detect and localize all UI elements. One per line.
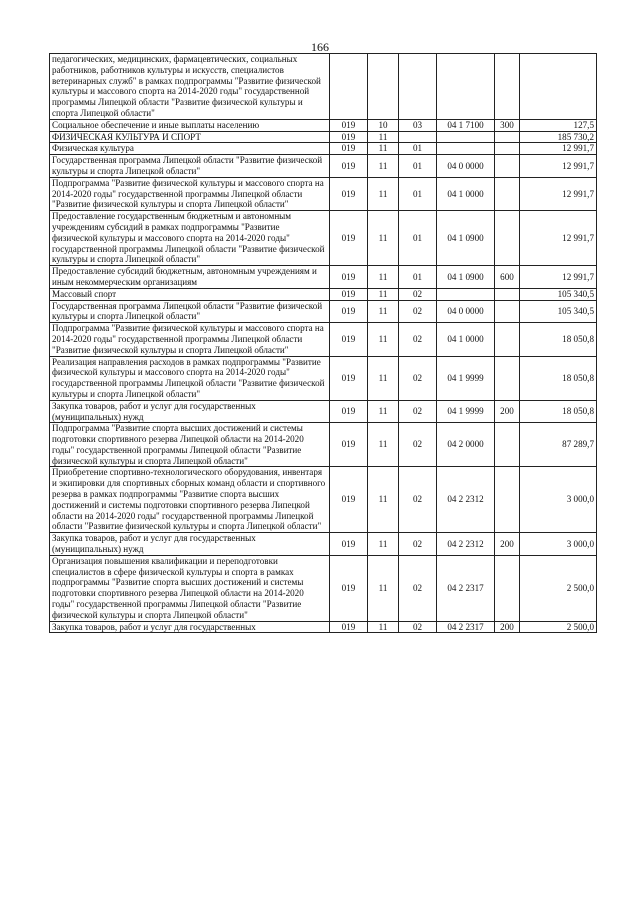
row-expense-type-code [495,288,520,300]
row-name: Закупка товаров, работ и услуг для государственных (муниципальных) нужд [50,400,330,423]
row-name: Массовый спорт [50,288,330,300]
row-section-code: 11 [368,143,399,155]
row-target-article-code: 04 0 0000 [437,155,495,178]
row-target-article-code: 04 1 9999 [437,400,495,423]
row-amount: 3 000,0 [520,467,597,533]
row-subsection-code [399,131,437,143]
row-section-code: 11 [368,131,399,143]
row-amount: 18 050,8 [520,323,597,356]
row-target-article-code: 04 1 0900 [437,211,495,266]
row-expense-type-code: 200 [495,400,520,423]
budget-table-body [50,54,597,633]
table-row [50,266,597,289]
row-name: Физическая культура [50,143,330,155]
row-expense-type-code [495,177,520,210]
row-target-article-code [437,143,495,155]
row-ved-code [330,54,368,120]
row-ved-code: 019 [330,300,368,323]
row-name: Закупка товаров, работ и услуг для государственных [50,621,330,633]
page-number: 166 [311,40,329,54]
table-row [50,119,597,131]
table-row [50,54,597,120]
row-ved-code: 019 [330,533,368,556]
row-subsection-code: 02 [399,621,437,633]
table-row [50,143,597,155]
table-row [50,211,597,266]
row-section-code: 11 [368,400,399,423]
row-ved-code: 019 [330,467,368,533]
row-target-article-code: 04 1 0900 [437,266,495,289]
row-name: Организация повышения квалификации и переподготовки специалистов в сфере физической культуры и спорта в рамках подпрограммы "Развитие спорта высших достижений и системы подготовки спортивного резерва Липецкой области на 2014-2020 годы" государственной программы Липецкой области "Развитие физической культуры и спорта Липецкой области" [50,555,330,621]
row-target-article-code: 04 2 0000 [437,423,495,467]
row-section-code: 11 [368,155,399,178]
row-name: ФИЗИЧЕСКАЯ КУЛЬТУРА И СПОРТ [50,131,330,143]
table-row [50,467,597,533]
row-name: Подпрограмма "Развитие физической культуры и массового спорта на 2014-2020 годы" государственной программы Липецкой области "Развитие физической культуры и спорта Липецкой области" [50,323,330,356]
row-name: Закупка товаров, работ и услуг для государственных (муниципальных) нужд [50,533,330,556]
row-ved-code: 019 [330,400,368,423]
row-subsection-code: 01 [399,177,437,210]
row-expense-type-code: 200 [495,533,520,556]
row-section-code: 11 [368,211,399,266]
row-ved-code: 019 [330,155,368,178]
row-subsection-code: 02 [399,356,437,400]
table-row [50,400,597,423]
row-amount: 185 730,2 [520,131,597,143]
row-name: Государственная программа Липецкой области "Развитие физической культуры и спорта Липецкой области" [50,300,330,323]
row-target-article-code: 04 1 0000 [437,323,495,356]
row-subsection-code: 02 [399,555,437,621]
row-subsection-code: 02 [399,300,437,323]
row-name: Подпрограмма "Развитие физической культуры и массового спорта на 2014-2020 годы" государственной программы Липецкой области "Развитие физической культуры и спорта Липецкой области" [50,177,330,210]
row-section-code: 11 [368,621,399,633]
row-target-article-code: 04 1 7100 [437,119,495,131]
row-name: педагогических, медицинских, фармацевтических, социальных работников, работников культуры и искусств, специалистов ветеринарных служб" в рамках подпрограммы "Развитие физической культуры и массового спорта на 2014-2020 годы" государственной программы Липецкой области "Развитие физической культуры и спорта Липецкой области" [50,54,330,120]
row-amount: 3 000,0 [520,533,597,556]
row-subsection-code: 01 [399,266,437,289]
row-target-article-code: 04 2 2317 [437,621,495,633]
table-row [50,323,597,356]
row-section-code: 11 [368,177,399,210]
row-ved-code: 019 [330,119,368,131]
row-target-article-code: 04 2 2317 [437,555,495,621]
table-row [50,177,597,210]
row-section-code: 11 [368,533,399,556]
row-amount: 18 050,8 [520,400,597,423]
row-section-code: 11 [368,288,399,300]
row-subsection-code: 02 [399,400,437,423]
row-ved-code: 019 [330,143,368,155]
row-ved-code: 019 [330,356,368,400]
row-amount: 12 991,7 [520,155,597,178]
row-expense-type-code: 600 [495,266,520,289]
row-amount: 87 289,7 [520,423,597,467]
row-name: Подпрограмма "Развитие спорта высших достижений и системы подготовки спортивного резерва Липецкой области на 2014-2020 годы" государственной программы Липецкой области "Развитие физической культуры и спорта Липецкой области" [50,423,330,467]
row-target-article-code: 04 0 0000 [437,300,495,323]
row-name: Предоставление субсидий бюджетным, автономным учреждениям и иным некоммерческим организациям [50,266,330,289]
row-expense-type-code [495,211,520,266]
table-row [50,533,597,556]
row-expense-type-code [495,143,520,155]
row-amount [520,54,597,120]
row-name: Предоставление государственным бюджетным и автономным учреждениям субсидий в рамках подпрограммы "Развитие физической культуры и массового спорта на 2014-2020 годы" государственной программы Липецкой области "Развитие физической культуры и спорта Липецкой области" [50,211,330,266]
row-amount: 12 991,7 [520,211,597,266]
row-subsection-code: 02 [399,423,437,467]
row-expense-type-code [495,356,520,400]
table-row [50,356,597,400]
row-expense-type-code [495,54,520,120]
row-target-article-code: 04 2 2312 [437,467,495,533]
row-section-code: 11 [368,323,399,356]
row-ved-code: 019 [330,177,368,210]
row-section-code: 11 [368,555,399,621]
row-subsection-code: 02 [399,467,437,533]
row-section-code: 11 [368,300,399,323]
row-target-article-code: 04 1 9999 [437,356,495,400]
table-row [50,288,597,300]
table-row [50,621,597,633]
row-ved-code: 019 [330,423,368,467]
budget-table [49,53,597,633]
row-name: Социальное обеспечение и иные выплаты населению [50,119,330,131]
table-row [50,555,597,621]
row-subsection-code: 02 [399,288,437,300]
row-subsection-code [399,54,437,120]
row-ved-code: 019 [330,266,368,289]
row-ved-code: 019 [330,323,368,356]
row-name: Государственная программа Липецкой области "Развитие физической культуры и спорта Липецкой области" [50,155,330,178]
row-expense-type-code [495,300,520,323]
row-target-article-code: 04 2 2312 [437,533,495,556]
row-ved-code: 019 [330,131,368,143]
row-expense-type-code [495,555,520,621]
row-expense-type-code: 300 [495,119,520,131]
row-amount: 12 991,7 [520,177,597,210]
row-amount: 105 340,5 [520,288,597,300]
row-amount: 18 050,8 [520,356,597,400]
row-target-article-code [437,54,495,120]
row-section-code: 11 [368,356,399,400]
row-name: Реализация направления расходов в рамках подпрограммы "Развитие физической культуры и массового спорта на 2014-2020 годы" государственной программы Липецкой области "Развитие физической культуры и спорта Липецкой области" [50,356,330,400]
row-amount: 12 991,7 [520,143,597,155]
row-amount: 12 991,7 [520,266,597,289]
row-section-code: 11 [368,467,399,533]
table-row [50,300,597,323]
row-amount: 127,5 [520,119,597,131]
row-section-code [368,54,399,120]
row-amount: 105 340,5 [520,300,597,323]
row-expense-type-code [495,323,520,356]
row-section-code: 11 [368,423,399,467]
table-row [50,131,597,143]
table-row [50,155,597,178]
row-subsection-code: 03 [399,119,437,131]
row-amount: 2 500,0 [520,555,597,621]
row-target-article-code: 04 1 0000 [437,177,495,210]
row-target-article-code [437,288,495,300]
row-subsection-code: 01 [399,155,437,178]
row-expense-type-code: 200 [495,621,520,633]
row-subsection-code: 02 [399,533,437,556]
row-ved-code: 019 [330,288,368,300]
row-target-article-code [437,131,495,143]
row-ved-code: 019 [330,555,368,621]
row-expense-type-code [495,131,520,143]
row-name: Приобретение спортивно-технологического оборудования, инвентаря и экипировки для спортивных сборных команд области и спортивного резерва в рамках подпрограммы "Развитие спорта высших достижений и системы подготовки спортивного резерва Липецкой области на 2014-2020 годы" государственной программы Липецкой области "Развитие физической культуры и спорта Липецкой области" [50,467,330,533]
row-subsection-code: 01 [399,211,437,266]
table-row [50,423,597,467]
row-ved-code: 019 [330,211,368,266]
row-subsection-code: 02 [399,323,437,356]
row-expense-type-code [495,423,520,467]
row-expense-type-code [495,155,520,178]
row-subsection-code: 01 [399,143,437,155]
row-expense-type-code [495,467,520,533]
row-section-code: 11 [368,266,399,289]
row-ved-code: 019 [330,621,368,633]
row-amount: 2 500,0 [520,621,597,633]
row-section-code: 10 [368,119,399,131]
